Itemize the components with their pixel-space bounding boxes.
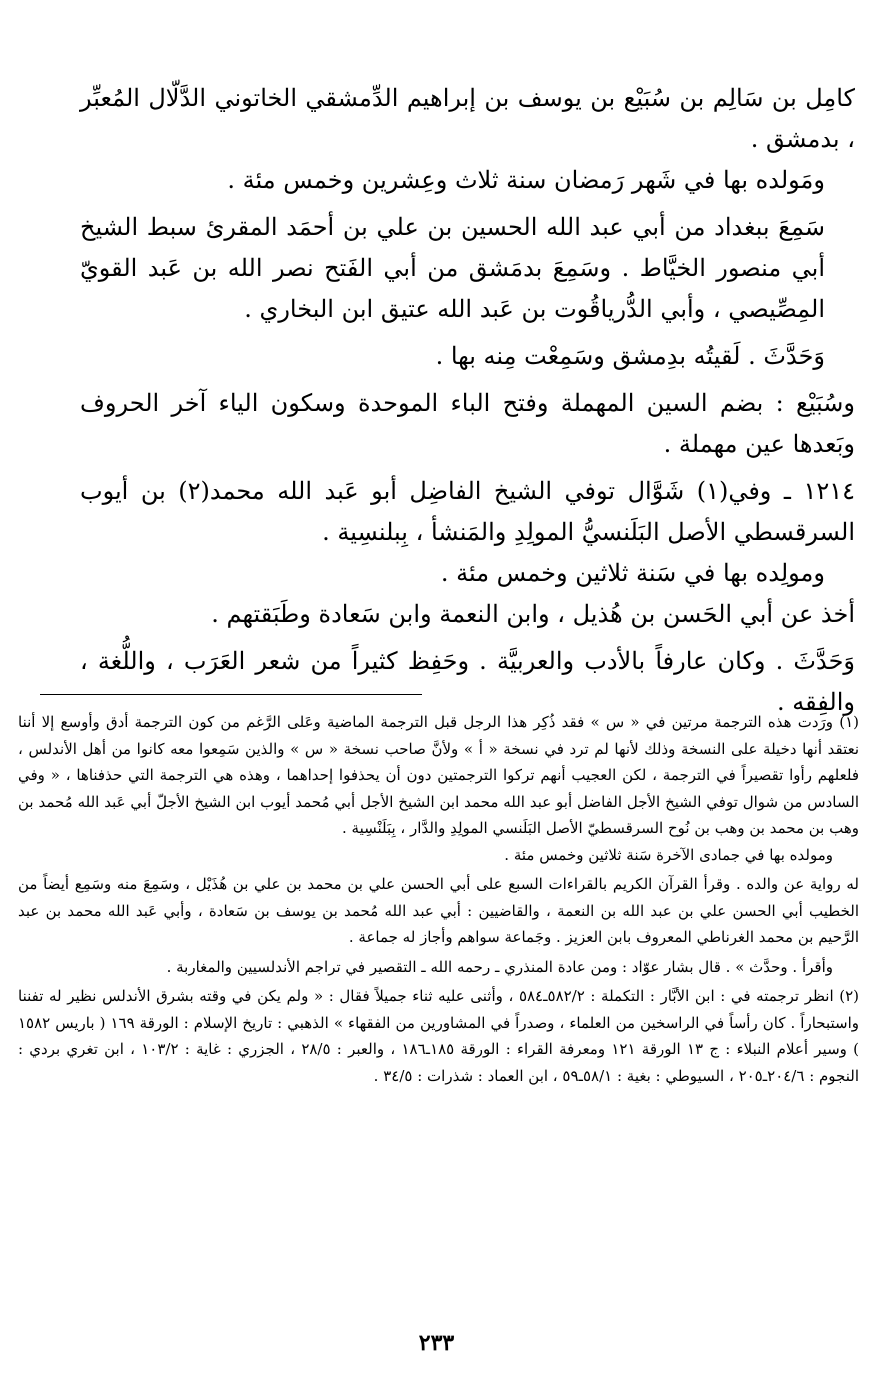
footnote-1-continuation: ومولده بها في جمادى الآخرة سَنة ثلاثين وخمس مئة .: [504, 845, 833, 864]
paragraph: ومولِده بها في سَنة ثلاثين وخمس مئة .: [440, 559, 825, 587]
paragraph: وسُبَيْع : بضم السين المهملة وفتح الباء الموحدة وسكون الياء آخر الحروف وبَعدها عين مهملة .: [80, 389, 855, 458]
paragraph: وَحَدَّثَ . لَقيتُه بدِمشق وسَمِعْت مِنه بها .: [435, 342, 825, 370]
biography-entry: ١٢١٤ ـ وفي(١) شَوَّال توفي الشيخ الفاضِل أبو عَبد الله محمد(٢) بن أيوب السرقسطي الأصل البَلَنسيُّ المولِدِ والمَنشأ ، بِبلنسِية .: [80, 477, 855, 546]
paragraph: وَحَدَّثَ . وكان عارفاً بالأدب والعربيَّة . وحَفِظ كثيراً من شعر العَرَب ، واللُّغة ، والفِقه .: [80, 647, 855, 716]
page-number: ٢٣٣: [418, 1330, 455, 1356]
paragraph: كامِل بن سَالِم بن سُبَيْع بن يوسف بن إبراهيم الدِّمشقي الخاتوني الدَّلّال المُعبِّر ، بدمشق .: [80, 84, 855, 153]
paragraph: أخذ عن أبي الحَسن بن هُذيل ، وابن النعمة وابن سَعادة وطَبَقتهم .: [211, 600, 855, 628]
footnote-1-continuation: له رواية عن والده . وقرأ القرآن الكريم بالقراءات السبع على أبي الحسن علي بن محمد بن علي بن هُذَيْل ، وسَمِعَ منه وسَمِع أيضاً من الخطيب أبي الحسن علي بن عبد الله بن النعمة ، والقاضيين : أبي عبد الله مُحمد بن يوسف بن سَعادة ، وأبي عَبد الله محمد بن عبد الرَّحيم بن محمد الغرناطي المعروف بابن العزيز . وجَماعة سواهم وأجاز له جماعة .: [18, 875, 859, 946]
main-text: [80, 78, 855, 723]
paragraph: ومَولده بها في شَهر رَمضان سنة ثلاث وعِشرين وخمس مئة .: [227, 166, 825, 194]
footnote-divider: [40, 694, 422, 695]
footnote-1: (١) ورَدت هذه الترجمة مرتين في « س » فقد ذُكِر هذا الرجل قبل الترجمة الماضية وعَلى الرَّغم من كون الترجمة أدق وأوسع إلا أننا نعتقد أنها دخيلة على النسخة وذلك لأنها لم ترد في نسخة « أ » ولأنَّ صاحب نسخة « س » والذين سَمِعوا معه كانوا من أهل الأندلس ، فلعلهم رأوا تقصيراً في الترجمة ، لكن العجيب أنهم تركوا الترجمتين دون أن يحذفوا إحداهما ، وهذه هي الترجمة التي حذفناها ، « وفي السادس من شوال توفي الشيخ الأجل الفاضل أبو عبد الله محمد ابن الشيخ الأجل أبي مُحمد أيوب ابن الشيخ الأجلّ أبي عَبد الله مُحمد بن وهب بن محمد بن وهب بن نُوح السرقسطيّ الأصل البَلَنسي المولِدِ والدَّار ، بِبَلَنْسِية .: [18, 713, 860, 837]
footnote-1-continuation: وأقرأ . وحدَّث » . قال بشار عوّاد : ومن عادة المنذري ـ رحمه الله ـ التقصير في تراجم الأندلسيين والمغاربة .: [166, 957, 833, 976]
paragraph: سَمِعَ ببغداد من أبي عبد الله الحسين بن علي بن أحمَد المقرئ سبط الشيخ أبي منصور الخيَّاط . وسَمِعَ بدمَشق من أبي الفَتح نصر الله بن عَبد القويّ المِصِّيصي ، وأبي الدُّرياقُوت بن عَبد الله عتيق ابن البخاري .: [80, 213, 825, 323]
footnotes: [18, 709, 859, 1089]
footnote-2: (٢) انظر ترجمته في : ابن الأبَّار : التكملة : ٥٨٢/٢ـ٥٨٤ ، وأثنى عليه ثناء جميلاً فقال : « ولم يكن في وقته بشرق الأندلس نظير له تفننا واستبحاراً . كان رأساً في الراسخين من العلماء ، وصدراً في المشاورين من الفقهاء » الذهبي : تاريخ الإسلام : الورقة ١٦٩ ( باريس ١٥٨٢ ) وسير أعلام النبلاء : ج ١٣ الورقة ١٢١ ومعرفة القراء : الورقة ١٨٥ـ١٨٦ ، والعبر : ٢٨/٥ ، الجزري : غاية : ١٠٣/٢ ، ابن تغري بردي : النجوم : ٢٠٤/٦ـ٢٠٥ ، السيوطي : بغية : ٥٨/١ـ٥٩ ، ابن العماد : شذرات : ٣٤/٥ .: [18, 987, 860, 1085]
